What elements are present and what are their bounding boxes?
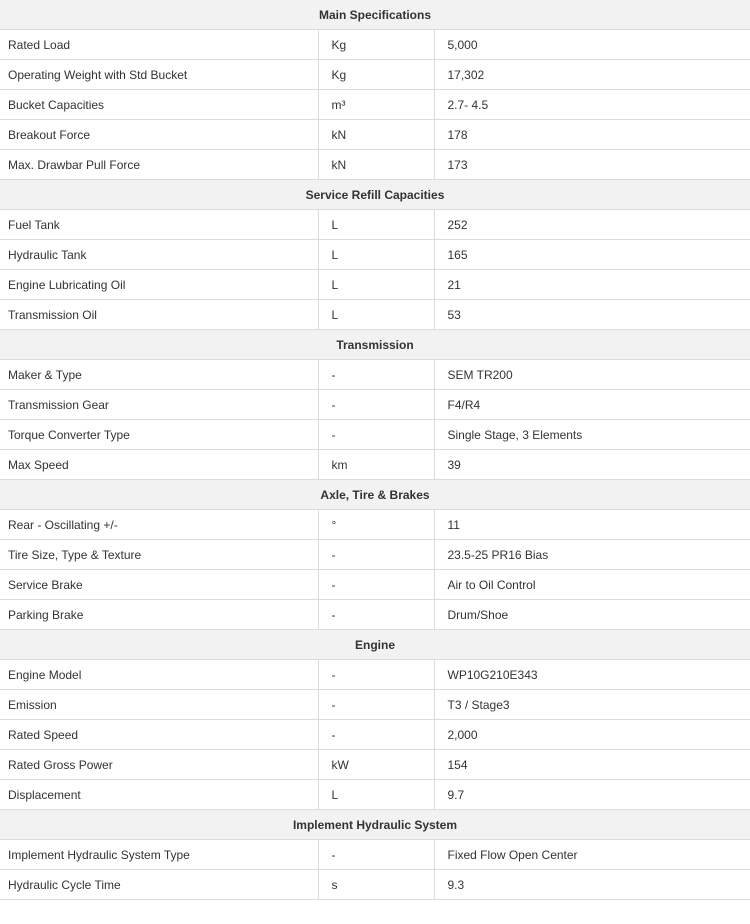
spec-label: Tire Size, Type & Texture <box>0 540 318 570</box>
spec-label: Emission <box>0 690 318 720</box>
spec-value: 173 <box>434 150 750 180</box>
spec-label: Breakout Force <box>0 120 318 150</box>
spec-label: Hydraulic Tank <box>0 240 318 270</box>
spec-unit: L <box>318 300 434 330</box>
spec-unit: L <box>318 240 434 270</box>
spec-row <box>0 840 750 870</box>
spec-unit: - <box>318 360 434 390</box>
spec-unit: - <box>318 660 434 690</box>
spec-unit: - <box>318 390 434 420</box>
spec-label: Transmission Gear <box>0 390 318 420</box>
section-title: Main Specifications <box>0 0 750 30</box>
spec-value: 154 <box>434 750 750 780</box>
spec-row <box>0 30 750 60</box>
spec-row <box>0 420 750 450</box>
section-header-row <box>0 630 750 660</box>
spec-unit: s <box>318 870 434 900</box>
spec-label: Rear - Oscillating +/- <box>0 510 318 540</box>
spec-row <box>0 390 750 420</box>
spec-value: Single Stage, 3 Elements <box>434 420 750 450</box>
spec-row <box>0 450 750 480</box>
spec-value: 17,302 <box>434 60 750 90</box>
spec-row <box>0 690 750 720</box>
spec-value: 11 <box>434 510 750 540</box>
spec-unit: Kg <box>318 30 434 60</box>
spec-unit: - <box>318 690 434 720</box>
spec-row <box>0 90 750 120</box>
spec-unit: - <box>318 720 434 750</box>
spec-unit: L <box>318 270 434 300</box>
spec-value: WP10G210E343 <box>434 660 750 690</box>
spec-unit: ° <box>318 510 434 540</box>
spec-row <box>0 150 750 180</box>
spec-row <box>0 720 750 750</box>
spec-unit: Kg <box>318 60 434 90</box>
spec-unit: - <box>318 600 434 630</box>
spec-unit: kN <box>318 120 434 150</box>
spec-value: 2.7- 4.5 <box>434 90 750 120</box>
spec-value: Drum/Shoe <box>434 600 750 630</box>
spec-label: Transmission Oil <box>0 300 318 330</box>
spec-value: 9.7 <box>434 780 750 810</box>
spec-value: SEM TR200 <box>434 360 750 390</box>
section-title: Engine <box>0 630 750 660</box>
spec-value: 9.3 <box>434 870 750 900</box>
spec-label: Hydraulic Cycle Time <box>0 870 318 900</box>
spec-value: 2,000 <box>434 720 750 750</box>
spec-row <box>0 240 750 270</box>
spec-label: Engine Lubricating Oil <box>0 270 318 300</box>
spec-row <box>0 750 750 780</box>
spec-row <box>0 510 750 540</box>
spec-value: 5,000 <box>434 30 750 60</box>
spec-value: 252 <box>434 210 750 240</box>
spec-value: 53 <box>434 300 750 330</box>
spec-row <box>0 60 750 90</box>
section-title: Service Refill Capacities <box>0 180 750 210</box>
spec-unit: L <box>318 780 434 810</box>
spec-unit: km <box>318 450 434 480</box>
spec-row <box>0 360 750 390</box>
spec-label: Rated Gross Power <box>0 750 318 780</box>
spec-value: 21 <box>434 270 750 300</box>
spec-label: Max. Drawbar Pull Force <box>0 150 318 180</box>
section-title: Axle, Tire & Brakes <box>0 480 750 510</box>
spec-label: Displacement <box>0 780 318 810</box>
spec-unit: kW <box>318 750 434 780</box>
spec-value: 23.5-25 PR16 Bias <box>434 540 750 570</box>
spec-row <box>0 600 750 630</box>
section-header-row <box>0 180 750 210</box>
spec-row <box>0 570 750 600</box>
spec-label: Engine Model <box>0 660 318 690</box>
section-header-row <box>0 480 750 510</box>
spec-label: Rated Speed <box>0 720 318 750</box>
spec-label: Bucket Capacities <box>0 90 318 120</box>
spec-unit: - <box>318 540 434 570</box>
section-header-row <box>0 330 750 360</box>
section-title: Transmission <box>0 330 750 360</box>
spec-unit: m³ <box>318 90 434 120</box>
spec-row <box>0 780 750 810</box>
spec-label: Max Speed <box>0 450 318 480</box>
spec-label: Rated Load <box>0 30 318 60</box>
spec-row <box>0 540 750 570</box>
spec-value: 39 <box>434 450 750 480</box>
spec-label: Torque Converter Type <box>0 420 318 450</box>
spec-value: F4/R4 <box>434 390 750 420</box>
spec-value: Fixed Flow Open Center <box>434 840 750 870</box>
spec-unit: kN <box>318 150 434 180</box>
spec-label: Fuel Tank <box>0 210 318 240</box>
spec-unit: L <box>318 210 434 240</box>
spec-label: Service Brake <box>0 570 318 600</box>
spec-unit: - <box>318 420 434 450</box>
spec-row <box>0 870 750 900</box>
section-title: Implement Hydraulic System <box>0 810 750 840</box>
spec-value: T3 / Stage3 <box>434 690 750 720</box>
spec-label: Maker & Type <box>0 360 318 390</box>
spec-row <box>0 210 750 240</box>
section-header-row <box>0 810 750 840</box>
spec-value: 178 <box>434 120 750 150</box>
section-header-row <box>0 0 750 30</box>
spec-unit: - <box>318 570 434 600</box>
spec-unit: - <box>318 840 434 870</box>
spec-row <box>0 300 750 330</box>
spec-row <box>0 270 750 300</box>
spec-label: Implement Hydraulic System Type <box>0 840 318 870</box>
spec-value: Air to Oil Control <box>434 570 750 600</box>
spec-row <box>0 120 750 150</box>
spec-row <box>0 660 750 690</box>
spec-label: Operating Weight with Std Bucket <box>0 60 318 90</box>
spec-label: Parking Brake <box>0 600 318 630</box>
spec-value: 165 <box>434 240 750 270</box>
